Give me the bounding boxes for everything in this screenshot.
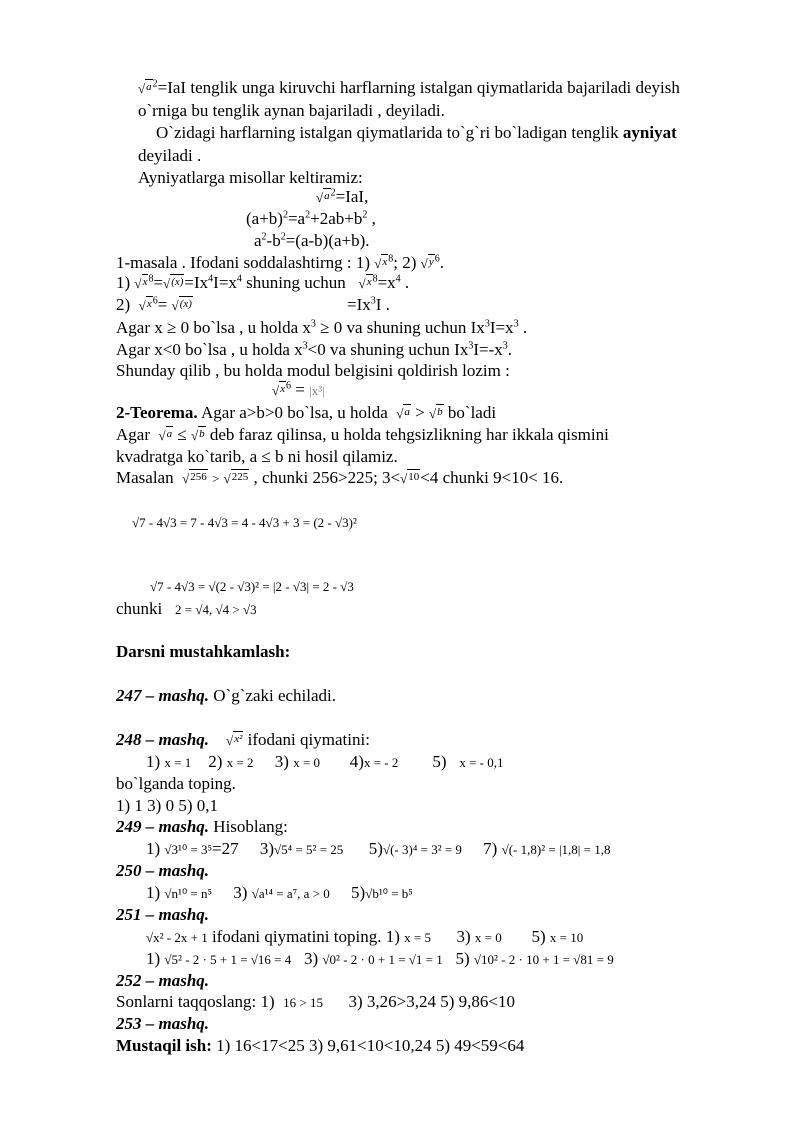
exercise-249: 249 – mashq. Hisoblang: — [116, 817, 288, 836]
formula-line: √ x $^6$ = |x³| — [272, 380, 325, 399]
exercise-248: 248 – mashq. √ x² ifodani qiymatini: — [116, 730, 370, 749]
equation-3: 2 = √4, √4 > √3 — [175, 602, 257, 617]
exercise-249-items: 1) √3¹⁰ = 3⁵=27 3)√5⁴ = 5² = 25 5)√(- 3)⁴ = 3² = 9 7) √(- 1,8)² = |1,8| = 1,8 — [146, 839, 611, 858]
exercise-251: 251 – mashq. — [116, 905, 210, 924]
text-line: chunki 2 = √4, √4 > √3 — [116, 599, 257, 618]
sqrt-expression: √ a — [138, 81, 152, 96]
identity-line: $(a+b)^2=a^2+2ab+b^2$ , — [246, 209, 376, 228]
text-line: √ a $^2$=IaI tenglik unga kiruvchi harflarning istalgan qiymatlarida bajariladi deyish — [138, 78, 680, 97]
exercise-247: 247 – mashq. O`g`zaki echiladi. — [116, 686, 337, 705]
independent-work: Mustaqil ish: 1) 16<17<25 3) 9,61<10<10,24 5) 49<59<64 — [116, 1036, 525, 1055]
text-line: Agar x ≥ 0 bo`lsa , u holda $x^3 \ge 0$ va shuning uchun $Ix^3I=x^3$ . — [116, 318, 528, 337]
exercise-252-items: Sonlarni taqqoslang: 1) 16 > 15 3) 3,26>3,24 5) 9,86<10 — [116, 992, 515, 1011]
problem-line: 1-masala . Ifodani soddalashtirng : 1) √ x $^8$; 2) √ y $^6$. — [116, 253, 444, 272]
text-line: deyiladi . — [138, 146, 202, 165]
exercise-251-task: √x² - 2x + 1 ifodani qiymatini toping. 1) x = 5 3) x = 0 5) x = 10 — [146, 927, 584, 946]
exercise-253: 253 – mashq. — [116, 1014, 210, 1033]
text-line: Agar √ a ≤ √ b deb faraz qilinsa, u holda tehgsizlikning har ikkala qismini — [116, 425, 609, 444]
identity-line: √ a $^2$=IaI, — [316, 187, 369, 206]
section-heading: Darsni mustahkamlash: — [116, 642, 291, 661]
solution-line: 2) √ x $^6$= √ (x) — [116, 295, 192, 314]
text-line: Masalan √ 256 > √ 225 , chunki 256>225; 3< √ 10 <4 chunki 9<10< 16. — [116, 468, 564, 487]
identity-line: $a^2-b^2=(a-b)(a+b)$. — [254, 231, 370, 250]
theorem-line: 2-Teorema. Agar a>b>0 bo`lsa, u holda √ a > √ b bo`ladi — [116, 403, 497, 422]
text-line: Ayniyatlarga misollar keltiramiz: — [138, 168, 363, 187]
solution-line: 1) √ x $^8$= √ (x) $=Ix^4I=x^4$ shuning uchun √ x $^8=x^4$ . — [116, 273, 410, 292]
text-line: Agar x<0 bo`lsa , u holda $x^3<0$ va shuning uchun $Ix^3I=-x^3$. — [116, 340, 512, 359]
exercise-251-answers: 1) √5² - 2 · 5 + 1 = √16 = 4 3) √0² - 2 · 0 + 1 = √1 = 1 5) √10² - 2 · 10 + 1 = √81 = 9 — [146, 949, 614, 968]
exercise-248-values: 1) x = 1 2) x = 2 3) x = 0 4)x = - 2 5) x = - 0,1 — [146, 752, 504, 771]
text-line: Shunday qilib , bu holda modul belgisini qoldirish lozim : — [116, 361, 510, 380]
solution-line-result: $=Ix^3I$ . — [347, 295, 390, 314]
exercise-250: 250 – mashq. — [116, 861, 210, 880]
text-line: O`zidagi harflarning istalgan qiymatlarida to`g`ri bo`ladigan tenglik ayniyat — [156, 123, 677, 142]
text-line: o`rniga bu tenglik aynan bajariladi , deyiladi. — [138, 101, 445, 120]
equation-2: √7 - 4√3 = √(2 - √3)² = |2 - √3| = 2 - √3 — [150, 579, 354, 594]
text-line: kvadratga ko`tarib, a ≤ b ni hosil qilamiz. — [116, 447, 398, 466]
exercise-250-items: 1) √n¹⁰ = n⁵ 3) √a¹⁴ = a⁷, a > 0 5)√b¹⁰ = b⁵ — [146, 883, 413, 902]
answer-line: 1) 1 3) 0 5) 0,1 — [116, 796, 218, 815]
text-line: bo`lganda toping. — [116, 774, 236, 793]
exercise-252: 252 – mashq. — [116, 971, 210, 990]
term-ayniyat: ayniyat — [622, 123, 677, 142]
theorem-title: 2-Teorema. — [116, 403, 198, 422]
equation-1: √7 - 4√3 = 7 - 4√3 = 4 - 4√3 + 3 = (2 - √3)² — [132, 515, 357, 530]
